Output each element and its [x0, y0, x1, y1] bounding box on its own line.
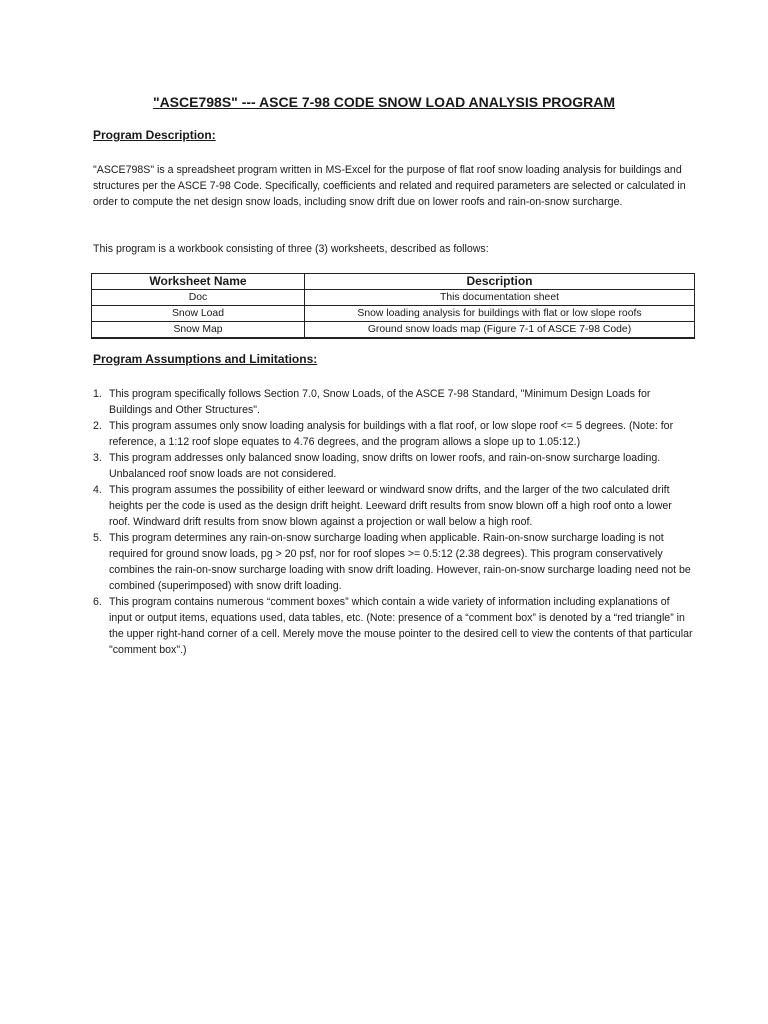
list-item-text: This program determines any rain-on-snow surcharge loading when applicable. Rain-on-snow surcharge loading is not required for ground snow loads, pg > 20 psf, nor for roof slopes >= 0.5:12 (2.38 degrees). This program conservatively combines the rain-on-snow surcharge loading with snow drift loading. However, rain-on-snow surcharge loading need not be combined (superimposed) with snow drift loading.	[109, 532, 691, 592]
worksheet-name-cell: Snow Map	[92, 322, 305, 339]
list-item-text: This program contains numerous “comment boxes” which contain a wide variety of information including explanations of input or output items, equations used, data tables, etc. (Note: presence of a “comment box” is denoted by a “red triangle” in the upper right-hand corner of a cell. Merely move the mouse pointer to the desired cell to view the contents of that particular "comment box".)	[109, 596, 693, 656]
list-item-text: This program specifically follows Section 7.0, Snow Loads, of the ASCE 7-98 Standard, "Minimum Design Loads for Buildings and Other Structures".	[109, 388, 651, 416]
table-row	[92, 306, 695, 322]
list-item	[93, 594, 693, 658]
list-item	[93, 386, 693, 418]
list-item	[93, 482, 693, 530]
table-row	[92, 290, 695, 306]
list-item-number: 6.	[93, 596, 102, 608]
list-item-number: 3.	[93, 452, 102, 464]
list-item-number: 5.	[93, 532, 102, 544]
page-title: "ASCE798S" --- ASCE 7-98 CODE SNOW LOAD ANALYSIS PROGRAM	[152, 94, 616, 110]
assumptions-list	[93, 386, 693, 658]
workbook-intro-text: This program is a workbook consisting of three (3) worksheets, described as follows:	[93, 243, 489, 255]
list-item-text: This program assumes only snow loading analysis for buildings with a flat roof, or low slope roof <= 5 degrees. (Note: for reference, a 1:12 roof slope equates to 4.76 degrees, and the program allows a slope up to 1.05:12.)	[109, 420, 674, 448]
list-item-number: 2.	[93, 420, 102, 432]
list-item	[93, 418, 693, 450]
worksheet-table	[91, 273, 695, 339]
list-item-text: This program addresses only balanced snow loading, snow drifts on lower roofs, and rain-on-snow surcharge loading. Unbalanced roof snow loads are not considered.	[109, 452, 661, 480]
worksheet-description-cell: This documentation sheet	[305, 290, 695, 306]
table-header-row	[92, 274, 695, 290]
worksheet-name-cell: Doc	[92, 290, 305, 306]
list-item	[93, 530, 693, 594]
assumptions-heading: Program Assumptions and Limitations:	[93, 352, 318, 366]
column-header-description: Description	[305, 274, 695, 290]
table-row	[92, 322, 695, 339]
column-header-worksheet-name: Worksheet Name	[92, 274, 305, 290]
list-item-number: 4.	[93, 484, 102, 496]
list-item-number: 1.	[93, 388, 102, 400]
worksheet-description-cell: Snow loading analysis for buildings with flat or low slope roofs	[305, 306, 695, 322]
list-item	[93, 450, 693, 482]
program-description-heading: Program Description:	[93, 128, 216, 142]
list-item-text: This program assumes the possibility of either leeward or windward snow drifts, and the larger of the two calculated drift heights per the code is used as the design drift height. Leeward drift results from snow blown off a high roof onto a lower roof. Windward drift results from snow blown against a projection or wall below a high roof.	[109, 484, 672, 528]
worksheet-description-cell: Ground snow loads map (Figure 7-1 of ASCE 7-98 Code)	[305, 322, 695, 339]
program-description-text: "ASCE798S" is a spreadsheet program written in MS-Excel for the purpose of flat roof snow loading analysis for buildings and structures per the ASCE 7-98 Code. Specifically, coefficients and related and required parameters are selected or calculated in order to compute the net design snow loads, including snow drift due on lower roofs and rain-on-snow surcharge.	[93, 164, 686, 208]
worksheet-name-cell: Snow Load	[92, 306, 305, 322]
